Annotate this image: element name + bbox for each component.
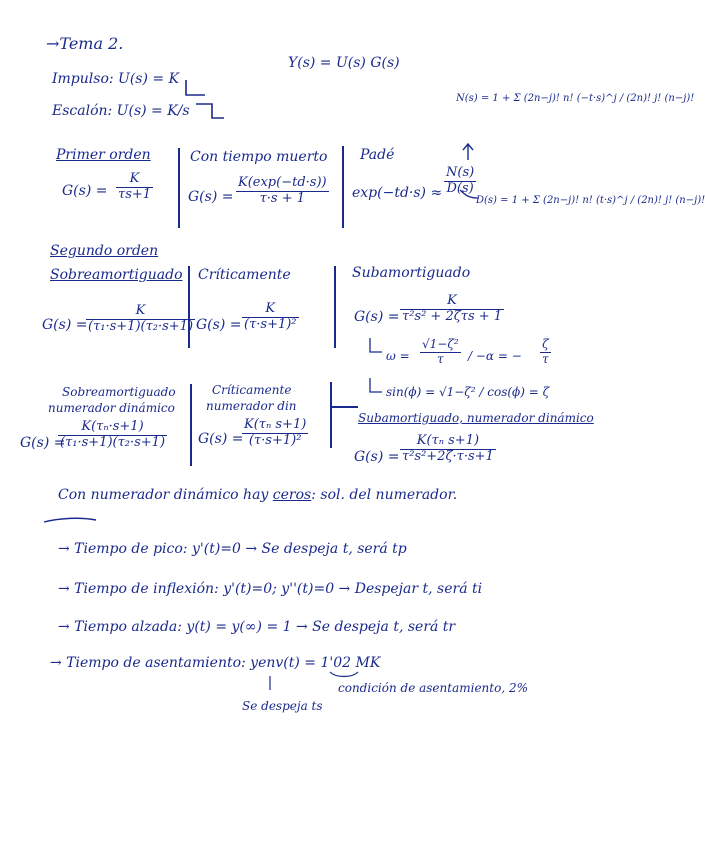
impulso-line: Impulso: U(s) = K (52, 71, 180, 87)
g-label: G(s) = (62, 183, 108, 199)
criti-fraction (242, 302, 299, 333)
fraction-numerator: K (86, 304, 195, 320)
segundo-orden-heading: Segundo orden (50, 243, 159, 259)
g-label: G(s) = (354, 449, 400, 465)
divider (330, 382, 332, 448)
tiempo-pico: → Tiempo de pico: y'(t)=0 → Se despeja t, será tp (58, 541, 407, 557)
pade-expression: exp(−td·s) ≈ (352, 185, 443, 201)
page-title: →Tema 2. (46, 34, 124, 53)
fraction-denominator: (τ₁·s+1)(τ₂·s+1) (88, 318, 194, 334)
sobre-din-fraction (58, 420, 167, 451)
pade-den-expansion: D(s) = 1 + Σ (2n−j)! n! (t·s)^j / (2n)! j! (n−j)! (476, 195, 705, 206)
divider (190, 384, 192, 466)
fraction-numerator: K (116, 172, 153, 188)
tiempo-asentamiento: → Tiempo de asentamiento: yenv(t) = 1'02 MK (50, 655, 381, 671)
alpha-expression: / −α = − (468, 349, 522, 363)
fraction-numerator: K(exp(−td·s)) (238, 175, 327, 190)
condicion-asentamiento: condición de asentamiento, 2% (338, 681, 528, 695)
g-label: G(s) = (354, 309, 400, 325)
tiempo-alzada: → Tiempo alzada: y(t) = y(∞) = 1 → Se despeja t, será tr (58, 619, 456, 635)
divider (342, 146, 344, 228)
criti-din-heading: Críticamente (212, 383, 292, 397)
sobre-din-subheading: numerador dinámico (48, 401, 175, 415)
fraction-denominator: D(s) (446, 180, 474, 196)
ys-formula: Y(s) = U(s) G(s) (288, 55, 400, 71)
connector-line (330, 406, 358, 408)
omega-fraction (420, 338, 461, 367)
g-label: G(s) = (188, 189, 234, 205)
primer-orden-heading: Primer orden (56, 147, 151, 163)
subamortiguado-heading: Subamortiguado (352, 265, 471, 281)
criticamente-heading: Críticamente (198, 267, 291, 283)
fraction-denominator: (τ·s+1)² (244, 316, 297, 332)
primer-orden-fraction (116, 172, 153, 203)
fraction-numerator: N(s) (446, 165, 475, 180)
sub-fraction (400, 294, 504, 325)
g-label: G(s) = (20, 435, 66, 451)
pade-heading: Padé (360, 147, 395, 163)
divider (178, 148, 180, 228)
pade-ratio (444, 166, 476, 197)
fraction-denominator: τ (437, 351, 444, 366)
alpha-fraction (540, 338, 551, 367)
g-label: G(s) = (196, 317, 242, 333)
fraction-numerator: √1−ζ² (422, 337, 459, 351)
criti-din-subheading: numerador din (206, 399, 297, 413)
divider (334, 266, 336, 348)
ceros-prefix: Con numerador dinámico hay (58, 487, 269, 503)
g-label: G(s) = (42, 317, 88, 333)
criti-din-fraction (242, 418, 308, 449)
fraction-numerator: K (400, 294, 504, 310)
fraction-numerator: K(τₙ·s+1) (58, 420, 167, 436)
escalon-line: Escalón: U(s) = K/s (52, 103, 190, 119)
despeja-ts: Se despeja ts (242, 699, 323, 713)
sobreamortiguado-heading: Sobreamortiguado (50, 267, 183, 283)
ceros-line (58, 488, 457, 502)
sub-din-fraction (400, 434, 496, 465)
sobre-fraction (86, 304, 195, 335)
fraction-denominator: (τ₁·s+1)(τ₂·s+1) (60, 434, 166, 450)
fraction-denominator: τ·s + 1 (259, 190, 306, 206)
phi-expression: sin(ϕ) = √1−ζ² / cos(ϕ) = ζ (386, 385, 550, 399)
pade-num-expansion: N(s) = 1 + Σ (2n−j)! n! (−t·s)^j / (2n)! j! (n−j)! (456, 93, 695, 104)
ceros-word: ceros (272, 487, 312, 503)
fraction-denominator: τ²s² + 2ζτs + 1 (402, 308, 503, 324)
fraction-numerator: K(τₙ s+1) (400, 434, 496, 450)
fraction-numerator: K (242, 302, 299, 318)
fraction-denominator: (τ·s+1)² (248, 432, 302, 448)
sobre-din-heading: Sobreamortiguado (62, 385, 176, 399)
sub-din-heading: Subamortiguado, numerador dinámico (358, 411, 594, 425)
tiempo-muerto-fraction (236, 176, 329, 207)
tiempo-inflexion: → Tiempo de inflexión: y'(t)=0; y''(t)=0 → Despejar t, será ti (58, 581, 483, 597)
fraction-numerator: ζ (540, 338, 551, 353)
fraction-denominator: τ²s²+2ζ·τ·s+1 (402, 448, 494, 464)
ceros-suffix: : sol. del numerador. (311, 487, 458, 503)
fraction-denominator: τs+1 (118, 186, 152, 202)
fraction-denominator: τ (542, 351, 549, 366)
omega-label: ω = (386, 349, 410, 363)
fraction-numerator: K(τₙ s+1) (244, 417, 307, 432)
tiempo-muerto-heading: Con tiempo muerto (190, 149, 328, 165)
g-label: G(s) = (198, 431, 244, 447)
